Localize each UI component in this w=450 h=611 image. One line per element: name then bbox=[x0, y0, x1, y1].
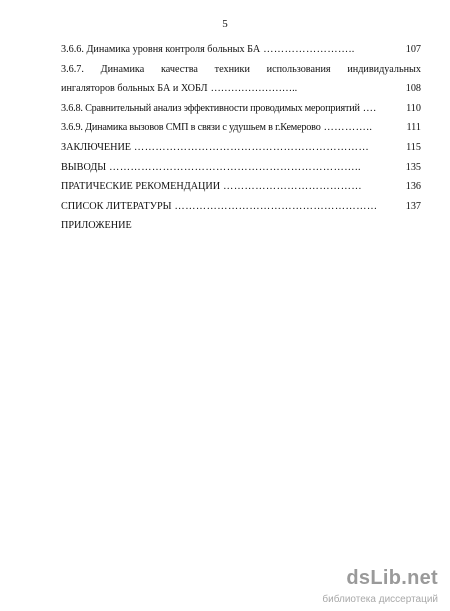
toc-page-number: 111 bbox=[406, 122, 421, 134]
toc-word: индивидуальных bbox=[347, 63, 421, 75]
page-number: 5 bbox=[222, 18, 228, 30]
toc-page-number: 137 bbox=[405, 200, 421, 212]
toc-page-number: 115 bbox=[406, 141, 421, 153]
toc-word: Динамика bbox=[100, 63, 145, 75]
toc-page-number: 136 bbox=[405, 181, 421, 193]
toc-entry-title-line1 bbox=[61, 60, 421, 80]
toc-entry-title: 3.6.9. Динамика вызовов СМП в связи с удушьем в г.Кемерово bbox=[61, 122, 321, 134]
toc-entry-findings[interactable] bbox=[61, 158, 421, 178]
toc-entry-title: СПИСОК ЛИТЕРАТУРЫ bbox=[61, 200, 172, 212]
toc-page-number: 110 bbox=[406, 102, 421, 114]
toc-entry-3-6-7[interactable] bbox=[61, 60, 421, 99]
watermark bbox=[323, 567, 438, 605]
toc-entry-title: ПРАТИЧЕСКИЕ РЕКОМЕНДАЦИИ bbox=[61, 181, 221, 193]
toc-leader-dots: …. bbox=[362, 102, 377, 114]
toc-entry-conclusion[interactable] bbox=[61, 138, 421, 158]
toc-leader-dots: ………………………………………………………… bbox=[134, 141, 370, 153]
toc-word: использования bbox=[266, 63, 331, 75]
toc-word: 3.6.7. bbox=[61, 63, 84, 75]
toc-leader-dots: …………………………………………………………….. bbox=[109, 161, 362, 173]
toc-word: техники bbox=[214, 63, 250, 75]
toc-leader-dots: ………………………………………………… bbox=[174, 200, 378, 212]
toc-page-number: 135 bbox=[405, 161, 421, 173]
toc-page-number: 108 bbox=[405, 83, 421, 95]
toc-entry-references[interactable] bbox=[61, 197, 421, 217]
toc-entry-recommendations[interactable] bbox=[61, 177, 421, 197]
toc-entry-title: ПРИЛОЖЕНИЕ bbox=[61, 220, 132, 232]
toc-entry-appendix[interactable] bbox=[61, 216, 421, 236]
toc-entry-title: ингаляторов больных БА и ХОБЛ bbox=[61, 83, 208, 95]
toc-entry-title: ЗАКЛЮЧЕНИЕ bbox=[61, 141, 132, 153]
toc-entry-title: 3.6.8. Сравнительный анализ эффективности проводимых мероприятий bbox=[61, 102, 360, 114]
toc-leader-dots: …………………….. bbox=[263, 44, 355, 55]
toc-leader-dots: ………….. bbox=[323, 122, 373, 134]
table-of-contents bbox=[61, 40, 421, 236]
toc-word: качества bbox=[160, 63, 198, 75]
toc-page-number: 107 bbox=[405, 44, 421, 55]
watermark-logo: dsLib.net bbox=[346, 567, 438, 589]
toc-entry-3-6-8[interactable] bbox=[61, 99, 421, 119]
toc-entry-title: 3.6.6. Динамика уровня контроля больных БА bbox=[61, 44, 261, 55]
toc-leader-dots: …………………….. bbox=[210, 83, 298, 95]
toc-entry-title: ВЫВОДЫ bbox=[61, 161, 107, 173]
watermark-tagline: библиотека диссертаций bbox=[322, 594, 438, 605]
toc-entry-title-line2 bbox=[61, 79, 421, 99]
toc-entry-3-6-9[interactable] bbox=[61, 118, 421, 138]
toc-leader-dots: ………………………………… bbox=[223, 181, 363, 193]
toc-entry-3-6-6[interactable] bbox=[61, 40, 421, 60]
